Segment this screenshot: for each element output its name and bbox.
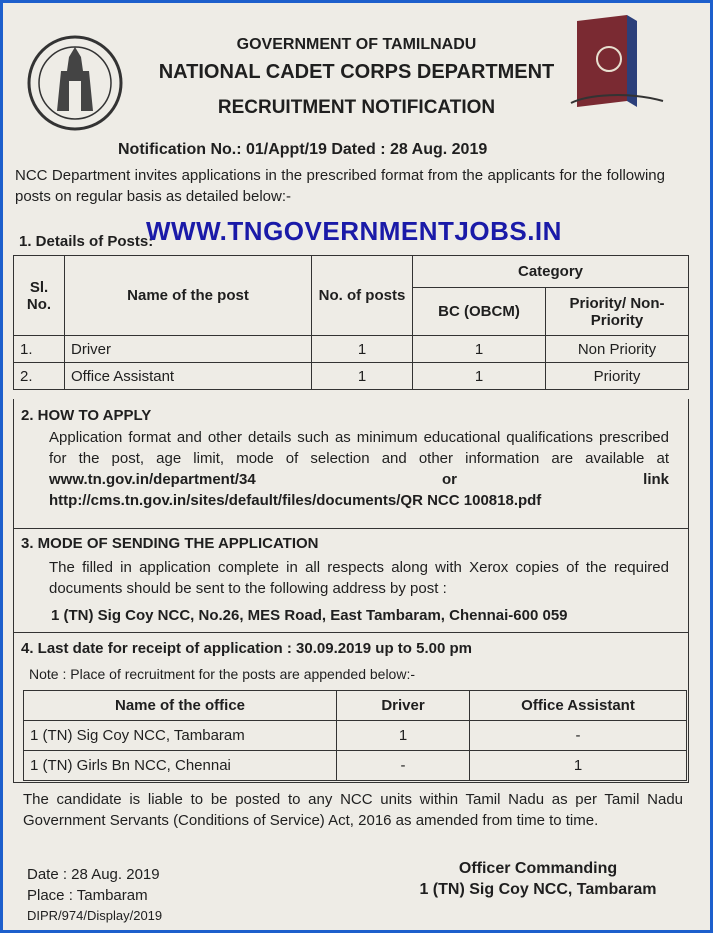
col-bc: BC (OBCM) (413, 288, 546, 336)
row-bc: 1 (413, 336, 546, 363)
department-heading: NATIONAL CADET CORPS DEPARTMENT (158, 61, 555, 83)
row-post: Office Assistant (65, 363, 312, 390)
note-text: Place of recruitment for the posts are appended below:- (70, 666, 415, 682)
row-post: Driver (65, 336, 312, 363)
section1-title: 1. Details of Posts: (19, 233, 154, 250)
pdf-link[interactable]: http://cms.tn.gov.in/sites/default/files/documents/QR NCC 100818.pdf (49, 492, 542, 509)
section3-title: 3. MODE OF SENDING THE APPLICATION (21, 535, 319, 552)
row-assistant: 1 (470, 751, 687, 781)
row-office: 1 (TN) Sig Coy NCC, Tambaram (24, 721, 337, 751)
col-office: Name of the office (24, 691, 337, 721)
row-sl: 2. (14, 363, 65, 390)
col-sl: Sl. No. (14, 256, 65, 336)
government-heading: GOVERNMENT OF TAMILNADU (236, 36, 477, 53)
col-no-of-posts: No. of posts (312, 256, 413, 336)
note-line (29, 666, 415, 682)
how-to-apply-body: Application format and other details such as minimum educational qualifications prescribed for the post, age limit, mode of selection and other information are available at (49, 429, 669, 467)
section4-title: 4. Last date for receipt of application : 30.09.2019 up to 5.00 pm (21, 640, 472, 657)
row-office: 1 (TN) Girls Bn NCC, Chennai (24, 751, 337, 781)
col-driver: Driver (337, 691, 470, 721)
row-priority: Priority (546, 363, 689, 390)
notification-number: Notification No.: 01/Appt/19 Dated : 28 Aug. 2019 (118, 141, 488, 158)
mailing-address: 1 (TN) Sig Coy NCC, No.26, MES Road, East Tambaram, Chennai-600 059 (51, 607, 568, 624)
row-posts: 1 (312, 336, 413, 363)
footer-date: Date : 28 Aug. 2019 (27, 866, 160, 883)
section2-title: 2. HOW TO APPLY (21, 407, 152, 424)
row-driver: 1 (337, 721, 470, 751)
col-priority: Priority/ Non-Priority (546, 288, 689, 336)
footer-place: Place : Tambaram (27, 887, 148, 904)
footer-reference: DIPR/974/Display/2019 (27, 908, 163, 923)
signatory-title: Officer Commanding (458, 860, 618, 877)
table-row (24, 751, 687, 781)
row-driver: - (337, 751, 470, 781)
table-row (24, 721, 687, 751)
note-label: Note : (29, 666, 67, 682)
table-row (14, 363, 689, 390)
col-category: Category (413, 256, 689, 288)
how-to-apply-text (49, 427, 669, 511)
col-office-assistant: Office Assistant (470, 691, 687, 721)
row-bc: 1 (413, 363, 546, 390)
row-posts: 1 (312, 363, 413, 390)
row-sl: 1. (14, 336, 65, 363)
recruitment-place-table (23, 690, 687, 781)
row-priority: Non Priority (546, 336, 689, 363)
table-row (14, 336, 689, 363)
col-post-name: Name of the post (65, 256, 312, 336)
intro-paragraph: NCC Department invites applications in the prescribed format from the applicants for the following posts on regular basis as detailed below:- (15, 167, 665, 205)
signatory-unit: 1 (TN) Sig Coy NCC, Tambaram (419, 881, 657, 898)
row-assistant: - (470, 721, 687, 751)
or-link-text: or link (441, 471, 669, 488)
closing-paragraph: The candidate is liable to be posted to any NCC units within Tamil Nadu as per Tamil Nadu Government Servants (Conditions of Service) Act, 2016 as amended from time to time. (23, 791, 683, 829)
website-watermark[interactable]: WWW.TNGOVERNMENTJOBS.IN (146, 216, 562, 246)
posts-table (13, 255, 689, 390)
department-link[interactable]: www.tn.gov.in/department/34 (49, 471, 256, 488)
mode-of-sending-text: The filled in application complete in all respects along with Xerox copies of the required documents should be sent to the following address by post : (49, 559, 669, 597)
notification-heading: RECRUITMENT NOTIFICATION (217, 97, 496, 118)
